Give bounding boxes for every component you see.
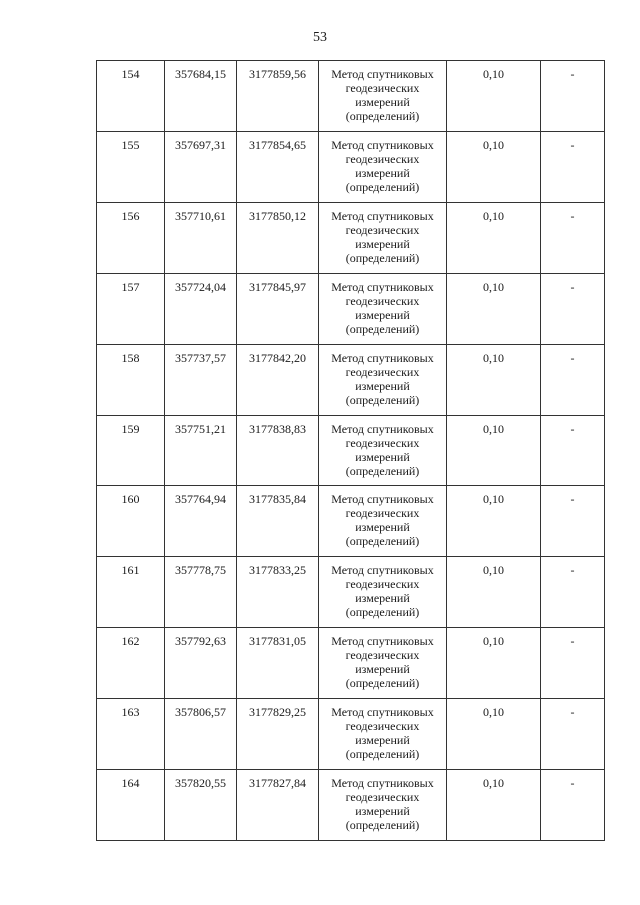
accuracy-cell: 0,10 <box>447 273 541 344</box>
point-number-cell: 162 <box>97 628 165 699</box>
point-number-cell: 155 <box>97 131 165 202</box>
method-cell: Метод спутниковых геодезических измерений (определений) <box>319 486 447 557</box>
point-number-cell: 154 <box>97 61 165 132</box>
accuracy-cell: 0,10 <box>447 202 541 273</box>
x-coordinate-cell: 357820,55 <box>165 770 237 841</box>
x-coordinate-cell: 357697,31 <box>165 131 237 202</box>
method-cell: Метод спутниковых геодезических измерений (определений) <box>319 273 447 344</box>
table-row <box>97 273 605 344</box>
accuracy-cell: 0,10 <box>447 486 541 557</box>
table-row <box>97 344 605 415</box>
point-number-cell: 159 <box>97 415 165 486</box>
x-coordinate-cell: 357764,94 <box>165 486 237 557</box>
y-coordinate-cell: 3177833,25 <box>237 557 319 628</box>
accuracy-cell: 0,10 <box>447 61 541 132</box>
page-number: 53 <box>313 30 327 45</box>
y-coordinate-cell: 3177854,65 <box>237 131 319 202</box>
table-row <box>97 486 605 557</box>
y-coordinate-cell: 3177850,12 <box>237 202 319 273</box>
method-cell: Метод спутниковых геодезических измерений (определений) <box>319 415 447 486</box>
accuracy-cell: 0,10 <box>447 415 541 486</box>
y-coordinate-cell: 3177827,84 <box>237 770 319 841</box>
table-row <box>97 202 605 273</box>
x-coordinate-cell: 357710,61 <box>165 202 237 273</box>
table-row <box>97 415 605 486</box>
method-cell: Метод спутниковых геодезических измерений (определений) <box>319 770 447 841</box>
table-row <box>97 61 605 132</box>
y-coordinate-cell: 3177829,25 <box>237 699 319 770</box>
table-row <box>97 557 605 628</box>
method-cell: Метод спутниковых геодезических измерений (определений) <box>319 628 447 699</box>
point-number-cell: 157 <box>97 273 165 344</box>
accuracy-cell: 0,10 <box>447 699 541 770</box>
method-cell: Метод спутниковых геодезических измерений (определений) <box>319 131 447 202</box>
accuracy-cell: 0,10 <box>447 628 541 699</box>
note-cell: - <box>541 699 605 770</box>
x-coordinate-cell: 357737,57 <box>165 344 237 415</box>
y-coordinate-cell: 3177835,84 <box>237 486 319 557</box>
note-cell: - <box>541 486 605 557</box>
method-cell: Метод спутниковых геодезических измерений (определений) <box>319 61 447 132</box>
accuracy-cell: 0,10 <box>447 131 541 202</box>
y-coordinate-cell: 3177859,56 <box>237 61 319 132</box>
y-coordinate-cell: 3177842,20 <box>237 344 319 415</box>
method-cell: Метод спутниковых геодезических измерений (определений) <box>319 557 447 628</box>
y-coordinate-cell: 3177831,05 <box>237 628 319 699</box>
table-row <box>97 770 605 841</box>
y-coordinate-cell: 3177838,83 <box>237 415 319 486</box>
note-cell: - <box>541 273 605 344</box>
x-coordinate-cell: 357778,75 <box>165 557 237 628</box>
method-cell: Метод спутниковых геодезических измерений (определений) <box>319 202 447 273</box>
note-cell: - <box>541 415 605 486</box>
accuracy-cell: 0,10 <box>447 557 541 628</box>
note-cell: - <box>541 628 605 699</box>
y-coordinate-cell: 3177845,97 <box>237 273 319 344</box>
note-cell: - <box>541 202 605 273</box>
coordinates-table <box>96 60 605 841</box>
note-cell: - <box>541 770 605 841</box>
point-number-cell: 158 <box>97 344 165 415</box>
accuracy-cell: 0,10 <box>447 770 541 841</box>
x-coordinate-cell: 357792,63 <box>165 628 237 699</box>
x-coordinate-cell: 357724,04 <box>165 273 237 344</box>
point-number-cell: 156 <box>97 202 165 273</box>
method-cell: Метод спутниковых геодезических измерений (определений) <box>319 344 447 415</box>
point-number-cell: 160 <box>97 486 165 557</box>
table-row <box>97 699 605 770</box>
x-coordinate-cell: 357806,57 <box>165 699 237 770</box>
table-row <box>97 131 605 202</box>
note-cell: - <box>541 557 605 628</box>
x-coordinate-cell: 357684,15 <box>165 61 237 132</box>
x-coordinate-cell: 357751,21 <box>165 415 237 486</box>
note-cell: - <box>541 344 605 415</box>
point-number-cell: 164 <box>97 770 165 841</box>
point-number-cell: 163 <box>97 699 165 770</box>
note-cell: - <box>541 61 605 132</box>
table-row <box>97 628 605 699</box>
point-number-cell: 161 <box>97 557 165 628</box>
note-cell: - <box>541 131 605 202</box>
accuracy-cell: 0,10 <box>447 344 541 415</box>
method-cell: Метод спутниковых геодезических измерений (определений) <box>319 699 447 770</box>
